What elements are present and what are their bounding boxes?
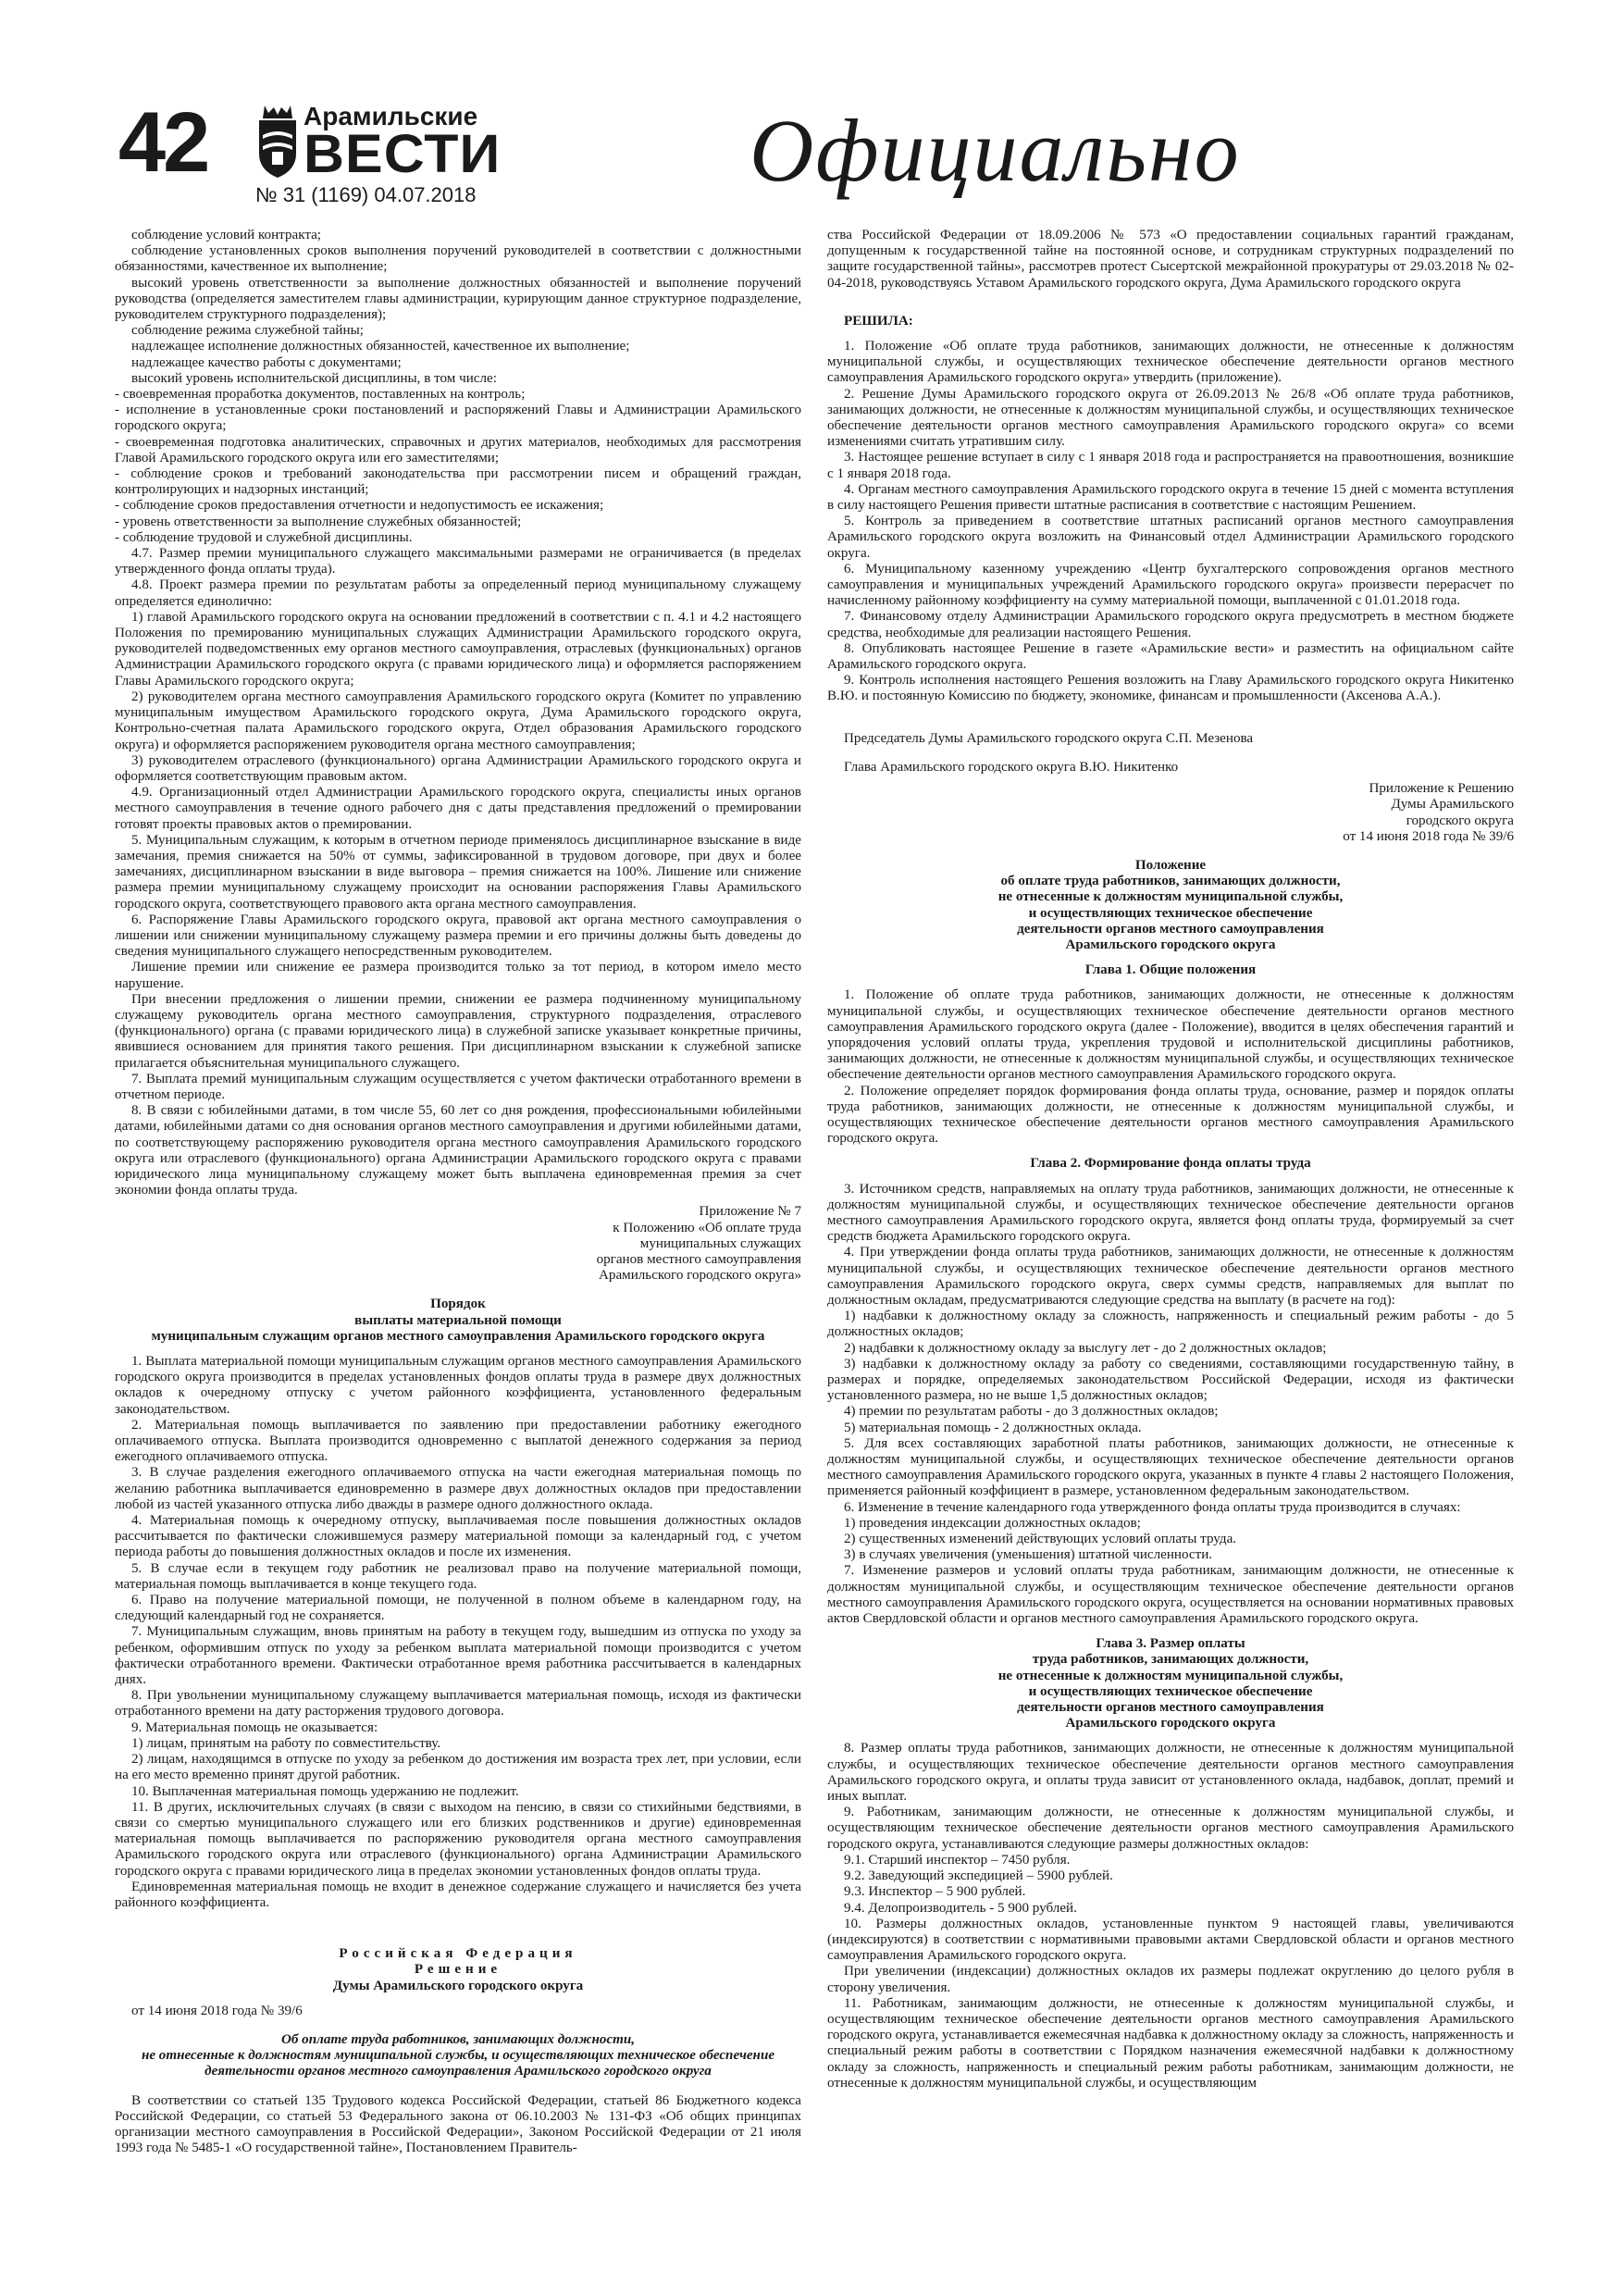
paragraph: 9. Работникам, занимающим должности, не отнесенные к должностям муниципальной службы, и осуществляющим техническое обеспечение деятельности органов местного самоуправления Арамильского городского округа, устанавливаются следующие размеры должностных окладов: xyxy=(827,1805,1514,1852)
paragraph: 1) главой Арамильского городского округа на основании предложений в соответствии с п. 4.1 и 4.2 настоящего Положения по премированию муниципальных служащих Администрации Арамильского городского округа, руководителей подведомственных ему органов местного самоуправления, отраслевых (функциональных) органов Администрации Арамильского городского округа (с правами юридического лица) и оформляется распоряжением Главы Арамильского городского округа; xyxy=(115,609,801,689)
heading-line: Арамильского городского округа xyxy=(1065,937,1276,952)
paragraph: 8. Размер оплаты труда работников, занимающих должности, не отнесенные к должностям муниципальной службы, и осуществляющих техническое обеспечение деятельности органов местного самоуправления Арамильского городского округа, и оплаты труда зависит от установленного оклада, надбавок, доплат, премий и иных выплат. xyxy=(827,1741,1514,1805)
heading-line: Думы Арамильского городского округа xyxy=(332,1978,584,1993)
paragraph: 3) надбавки к должностному окладу за работу со сведениями, составляющими государственную тайну, в размерах и порядке, определяемых законодательством Российской Федерации, исходя из фактически установленного размера, но не выше 1,5 должностных окладов; xyxy=(827,1356,1514,1404)
heading-line: Глава 1. Общие положения xyxy=(1084,962,1257,978)
paragraph: 3) в случаях увеличения (уменьшения) штатной численности. xyxy=(844,1547,1213,1563)
paragraph: 1. Выплата материальной помощи муниципальным служащим органов местного самоуправления Арамильского городского округа производится в пределах установленных фондов оплаты труда в размере двух должностных окладов к очередному отпуску с учетом районного коэффициента, установленного федеральным законодательством. xyxy=(115,1354,801,1417)
paragraph: 4. При утверждении фонда оплаты труда работников, занимающих должности, не отнесенные к должностям муниципальной службы, и осуществляющих техническое обеспечение деятельности органов местного самоуправления Арамильского городского округа, сверх суммы средств, направляемых для выплат по должностным окладам, предусматриваются следующие средства на выплату (в расчете на год): xyxy=(827,1245,1514,1308)
appendix-line: к Положению «Об оплате труда xyxy=(613,1220,801,1235)
paragraph: высокий уровень исполнительской дисциплины, в том числе: xyxy=(131,370,497,386)
paragraph: 2. Положение определяет порядок формирования фонда оплаты труда, основание, размер и порядок оплаты труда работников, занимающих должности, не отнесенные к должностям муниципальной службы, и осуществляющих техническое обеспечение деятельности органов местного самоуправления Арамильского городского округа. xyxy=(827,1083,1514,1147)
paragraph: 1) надбавки к должностному окладу за сложность, напряженность и специальный режим работы - до 5 должностных окладов; xyxy=(827,1309,1514,1340)
paragraph: 11. В других, исключительных случаях (в связи с выходом на пенсию, в связи со стихийными бедствиями, в связи со смертью муниципального служащего или его близких родственников и другие) единовременная материальная помощь выплачивается по распоряжению руководителя органа местного самоуправления Арамильского городского округа или отраслевого (функционального) органа Администрации Арамильского городского округа с правами юридического лица в пределах экономии установленных фондов оплаты труда. xyxy=(115,1799,801,1879)
paragraph: 11. Работникам, занимающим должности, не отнесенные к должностям муниципальной службы, и осуществляющим техническое обеспечение деятельности органов местного самоуправления Арамильского городского округа, устанавливается ежемесячная надбавка к должностному окладу за сложность, напряженность и специальный режим работы в соответствии с Порядком назначения ежемесячной надбавки к должностному окладу за сложность, напряженность и специальный режим работы работникам, занимающим должности, не отнесенные к должностям муниципальной службы, и осуществляющим xyxy=(827,1995,1514,2091)
paragraph: 5. Для всех составляющих заработной платы работников, занимающих должности, не отнесенные к должностям муниципальной службы, и осуществляющих техническое обеспечение деятельности органов местного самоуправления Арамильского городского округа, указанных в пункте 4 главы 2 настоящего Положения, применяется районный коэффициент в размере, установленном федеральным законодательством. xyxy=(827,1435,1514,1499)
heading-line: выплаты материальной помощи xyxy=(354,1312,562,1328)
decision-title xyxy=(115,2032,801,2080)
paragraph: 3. Настоящее решение вступает в силу с 1 января 2018 года и распространяется на правоотношения, возникшие с 1 января 2018 года. xyxy=(827,450,1514,481)
newspaper-logo xyxy=(252,100,502,184)
left-column xyxy=(115,228,801,2156)
regulation-heading xyxy=(827,858,1514,953)
chapter-3-heading xyxy=(827,1636,1514,1731)
heading-line: и осуществляющих техническое обеспечение xyxy=(1028,905,1313,921)
section-title: Официально xyxy=(750,101,1241,200)
paragraph: 4.7. Размер премии муниципального служащего максимальными размерами не ограничивается (в пределах утвержденного фонда оплаты труда). xyxy=(115,546,801,577)
right-column xyxy=(827,228,1514,2091)
paragraph: 9.4. Делопроизводитель - 5 900 рублей. xyxy=(844,1900,1077,1916)
decision-date: от 14 июня 2018 года № 39/6 xyxy=(131,2003,303,2018)
paragraph: 2) надбавки к должностному окладу за выслугу лет - до 2 должностных окладов; xyxy=(844,1340,1327,1356)
paragraph: 4. Материальная помощь к очередному отпуску, выплачиваемая после повышения должностных окладов рассчитывается по фактически сложившемуся размеру материальной помощи за календарный год, с учетом периода работы до повышения должностных окладов и после их изменения. xyxy=(115,1513,801,1560)
page-header xyxy=(0,0,1623,222)
paragraph: надлежащее исполнение должностных обязанностей, качественное их выполнение; xyxy=(131,339,630,354)
paragraph: 3. Источником средств, направляемых на оплату труда работников, занимающих должности, не отнесенные к должностям муниципальной службы, и осуществляющих техническое обеспечение деятельности органов местного самоуправления Арамильского городского округа, является фонд оплаты труда, формируемый за счет средств бюджета Арамильского городского округа. xyxy=(827,1181,1514,1245)
title-line: не отнесенные к должностям муниципальной службы, и осуществляющих техническое обеспечение деятельности органов местного самоуправления Арамильского городского округа xyxy=(141,2048,775,2079)
appendix-line: городского округа xyxy=(1406,813,1514,828)
paragraph: 1) лицам, принятым на работу по совместительству. xyxy=(131,1735,441,1751)
heading-line: деятельности органов местного самоуправления xyxy=(1017,921,1324,937)
appendix-line: Думы Арамильского xyxy=(1391,797,1514,813)
heading-line: не отнесенные к должностям муниципальной службы, xyxy=(997,1668,1344,1683)
paragraph: 7. Выплата премий муниципальным служащим осуществляется с учетом фактически отработанного времени в отчетном периоде. xyxy=(115,1071,801,1102)
paragraph: 8. При увольнении муниципальному служащему выплачивается материальная помощь, исходя из фактически отработанного времени на дату расторжения трудового договора. xyxy=(115,1688,801,1719)
decision-heading xyxy=(115,1946,801,1994)
paragraph: соблюдение установленных сроков выполнения поручений руководителей в соответствии с должностными обязанностями, качественное их выполнение; xyxy=(115,243,801,275)
paragraph: 2) лицам, находящимся в отпуске по уходу за ребенком до достижения им возраста трех лет, при условии, если на его место временно принят другой работник. xyxy=(115,1752,801,1783)
paragraph: 8. Опубликовать настоящее Решение в газете «Арамильские вести» и разместить на официальном сайте Арамильского городского округа. xyxy=(827,640,1514,673)
appendix-line: от 14 июня 2018 года № 39/6 xyxy=(1343,828,1514,844)
paragraph: 6. Распоряжение Главы Арамильского городского округа, правовой акт органа местного самоуправления о лишении или снижении муниципальному служащему размера премии и его причины должны быть доведены до сведения муниципального служащего непосредственным руководителем. xyxy=(115,912,801,960)
appendix-line: муниципальных служащих xyxy=(639,1235,801,1251)
brand-top: Арамильские xyxy=(304,102,478,130)
heading-line: муниципальным служащим органов местного самоуправления Арамильского городского округа xyxy=(151,1328,765,1344)
paragraph: 2. Решение Думы Арамильского городского округа от 26.09.2013 № 26/8 «Об оплате труда работников, занимающих должности, не отнесенные к должностям муниципальной службы, и осуществляющих техническое обеспечение деятельности органов местного самоуправления Арамильского городского округа» со всеми изменениями считать утратившим силу. xyxy=(827,386,1514,450)
paragraph: 6. Право на получение материальной помощи, не полученной в полном объеме в календарном году, на следующий календарный год не сохраняется. xyxy=(115,1593,801,1624)
paragraph: - уровень ответственности за выполнение служебных обязанностей; xyxy=(115,514,522,529)
appendix-line: Приложение № 7 xyxy=(699,1204,801,1220)
paragraph: - исполнение в установленные сроки постановлений и распоряжений Главы и Администрации Арамильского городского округа; xyxy=(115,403,801,434)
paragraph: - соблюдение сроков предоставления отчетности и недопустимость ее искажения; xyxy=(115,498,604,514)
heading-line: Порядок xyxy=(430,1297,486,1312)
paragraph: 4.8. Проект размера премии по результатам работы за определенный период муниципальному служащему определяется единолично: xyxy=(115,577,801,609)
issue-number: № 31 (1169) 04.07.2018 xyxy=(255,183,477,206)
paragraph: 3) руководителем отраслевого (функционального) органа Администрации Арамильского городского округа и оформляется соответствующим правовым актом. xyxy=(115,752,801,784)
paragraph: 9.3. Инспектор – 5 900 рублей. xyxy=(844,1884,1026,1900)
heading-line: и осуществляющих техническое обеспечение xyxy=(1028,1683,1313,1699)
heading-line: Арамильского городского округа xyxy=(1065,1716,1276,1731)
paragraph: 2. Материальная помощь выплачивается по заявлению при предоставлении работнику ежегодного оплачиваемого отпуска. Выплата производится одновременно с выплатой денежного содержания за период ежегодного оплачиваемого отпуска. xyxy=(115,1417,801,1465)
paragraph: - соблюдение трудовой и служебной дисциплины. xyxy=(115,529,413,545)
paragraph: 1. Положение «Об оплате труда работников, занимающих должности, не отнесенные к должностям муниципальной службы, и осуществляющих техническое обеспечение деятельности органов местного самоуправления Арамильского городского округа» утвердить (приложение). xyxy=(827,339,1514,386)
paragraph: 7. Изменение размеров и условий оплаты труда работникам, занимающим должности, не отнесенные к должностям муниципальной службы, и осуществляющим техническое обеспечение деятельности органов местного самоуправления Арамильского городского округа, осуществляется на основании нормативных правовых актов Свердловской области и органов местного самоуправления Арамильского городского округа. xyxy=(827,1563,1514,1627)
heading-line: не отнесенные к должностям муниципальной службы, xyxy=(997,889,1344,905)
paragraph: - соблюдение сроков и требований законодательства при рассмотрении писем и обращений граждан, контролирующих и надзорных инстанций; xyxy=(115,466,801,498)
heading-line: Российская Федерация xyxy=(339,1946,577,1962)
paragraph: В соответствии со статьей 135 Трудового кодекса Российской Федерации, статьей 86 Бюджетного кодекса Российской Федерации, со статьей 53 Федерального закона от 06.10.2003 № 131-ФЗ «Об общих принципах организации местного самоуправления в Российской Федерации», Законом Российской Федерации от 21 июля 1993 года № 5485-1 «О государственной тайне», Постановлением Правитель- xyxy=(115,2092,801,2156)
paragraph: 5) материальная помощь - 2 должностных оклада. xyxy=(844,1420,1142,1435)
paragraph: 9. Материальная помощь не оказывается: xyxy=(131,1719,378,1735)
resolved-label: РЕШИЛА: xyxy=(844,313,913,329)
paragraph: 4) премии по результатам работы - до 3 должностных окладов; xyxy=(844,1404,1219,1420)
paragraph: 8. В связи с юбилейными датами, в том числе 55, 60 лет со дня рождения, профессиональными юбилейными датами, юбилейными датами со дня основания органов местного самоуправления и другими юбилейными датами, по соответствующему распоряжению руководителя органа местного самоуправления Арамильского городского округа или отраслевого (функционального) органа Администрации Арамильского городского округа с правами юридического лица муниципальному служащему может быть выплачена единовременная премия за счет экономии фонда оплаты труда. xyxy=(115,1103,801,1198)
paragraph: высокий уровень ответственности за выполнение должностных обязанностей и выполнение поручений руководства (определяется заместителем главы администрации, курирующим данное структурное подразделение, руководителем структурного подразделения); xyxy=(115,275,801,323)
paragraph: 9. Контроль исполнения настоящего Решения возложить на Главу Арамильского городского округа Никитенко В.Ю. и постоянную Комиссию по бюджету, экономике, финансам и промышленности (Аксенова А.А.). xyxy=(827,673,1514,704)
appendix-note xyxy=(827,781,1514,845)
appendix-line: Приложение к Решению xyxy=(1369,781,1514,797)
paragraph: 10. Размеры должностных окладов, установленные пунктом 9 настоящей главы, увеличиваются (индексируются) в соответствии с нормативными правовыми актами Свердловской области и органов местного самоуправления Арамильского городского округа. xyxy=(827,1916,1514,1964)
heading-line: об оплате труда работников, занимающих должности, xyxy=(1000,874,1341,889)
paragraph: При внесении предложения о лишении премии, снижении ее размера подчиненному муниципальному служащему руководитель органа местного самоуправления, структурного подразделения, отраслевого (функционального) органа (с правами юридического лица) в служебной записке указывает конкретные причины, явившиеся основанием для принятия такого решения. При дисциплинарном взыскании к служебной записке прилагается объяснительная муниципального служащего. xyxy=(115,991,801,1071)
paragraph: надлежащее качество работы с документами; xyxy=(131,354,402,370)
paragraph: 4.9. Организационный отдел Администрации Арамильского городского округа, специалисты иных органов местного самоуправления в течение одного рабочего дня с даты представления предложений о премировании готовят проекты правовых актов о премировании. xyxy=(115,785,801,832)
paragraph: 6. Изменение в течение календарного года утвержденного фонда оплаты труда производится в случаях: xyxy=(844,1499,1461,1515)
page-number: 42 xyxy=(118,95,208,190)
paragraph: Единовременная материальная помощь не входит в денежное содержание служащего и начисляется без учета районного коэффициента. xyxy=(115,1879,801,1910)
paragraph: 1. Положение об оплате труда работников, занимающих должности, не отнесенные к должностям муниципальной службы, и осуществляющих техническое обеспечение деятельности органов местного самоуправления Арамильского городского округа (далее - Положение), вводится в целях обеспечения гарантий и упорядочения условий оплаты труда, укрепления трудовой и исполнительской дисциплины работников, занимающих должности, не отнесенные к должностям муниципальной службы, и осуществляющих техническое обеспечение деятельности органов местного самоуправления Арамильского городского округа. xyxy=(827,987,1514,1083)
heading-line: Глава 2. Формирование фонда оплаты труда xyxy=(1030,1156,1311,1172)
paragraph: 5. Муниципальным служащим, к которым в отчетном периоде применялось дисциплинарное взыскание в виде замечания, премия снижается на 50% от суммы, зафиксированной в трудовом договоре, при двух и более замечаниях, дисциплинарном взыскании в виде выговора – премия снижается на 100%. Лишение или снижение размера премии муниципальному служащему происходит на основании распоряжения Главы Арамильского городского округа, соответствующего правового акта органа местного самоуправления. xyxy=(115,832,801,912)
paragraph: 9.1. Старший инспектор – 7450 рубля. xyxy=(844,1852,1071,1868)
signature-head: Глава Арамильского городского округа В.Ю. Никитенко xyxy=(844,759,1179,775)
paragraph: 10. Выплаченная материальная помощь удержанию не подлежит. xyxy=(131,1783,519,1799)
paragraph: 4. Органам местного самоуправления Арамильского городского округа в течение 15 дней с момента вступления в силу настоящего Решения привести штатные расписания в соответствие с настоящим Решением. xyxy=(827,481,1514,514)
paragraph: - своевременная проработка документов, поставленных на контроль; xyxy=(115,387,526,403)
paragraph: 6. Муниципальному казенному учреждению «Центр бухгалтерского сопровождения органов местного самоуправления и муниципальных учреждений Арамильского городского округа» произвести перерасчет по начисленному районному коэффициенту на сумму материальной помощи, выплаченной с 01.01.2018 года. xyxy=(827,561,1514,609)
paragraph: Лишение премии или снижение ее размера производится только за тот период, в котором имело место нарушение. xyxy=(115,960,801,991)
title-line: Об оплате труда работников, занимающих должности, xyxy=(280,2031,636,2047)
paragraph: 3. В случае разделения ежегодного оплачиваемого отпуска на части ежегодная материальная помощь по желанию работника выплачивается единовременно в размере двух должностных окладов при предоставлении любой из частей указанного отпуска либо дважды в размере одного должностного оклада. xyxy=(115,1465,801,1512)
paragraph: 1) проведения индексации должностных окладов; xyxy=(844,1515,1141,1531)
order-heading xyxy=(115,1297,801,1345)
paragraph: ства Российской Федерации от 18.09.2006 № 573 «О предоставлении социальных гарантий гражданам, допущенным к государственной тайне на постоянной основе, и сотрудникам структурных подразделений по защите государственной тайны», рассмотрев протест Сысертской межрайонной прокуратуры от 29.03.2018 № 02-04-2018, руководствуясь Уставом Арамильского городского округа, Дума Арамильского городского округа xyxy=(827,228,1514,291)
paragraph: 9.2. Заведующий экспедицией – 5900 рублей. xyxy=(844,1868,1113,1884)
appendix-line: Арамильского городского округа» xyxy=(599,1268,801,1284)
heading-line: Положение xyxy=(1134,857,1207,873)
chapter-2-heading xyxy=(827,1156,1514,1172)
heading-line: деятельности органов местного самоуправления xyxy=(1017,1700,1324,1716)
paragraph: 5. Контроль за приведением в соответствие штатных расписаний органов местного самоуправления Арамильского городского округа возложить на Финансовый отдел Администрации Арамильского городского округа. xyxy=(827,514,1514,561)
chapter-1-heading xyxy=(827,962,1514,978)
paragraph: 2) существенных изменений действующих условий оплаты труда. xyxy=(844,1532,1237,1547)
paragraph: - своевременная подготовка аналитических, справочных и других материалов, необходимых для рассмотрения Главой Арамильского городского округа или его заместителями; xyxy=(115,434,801,465)
coat-of-arms-icon xyxy=(255,104,300,180)
appendix-7-note xyxy=(115,1204,801,1284)
heading-line: Глава 3. Размер оплаты xyxy=(1096,1636,1245,1652)
paragraph: 5. В случае если в текущем году работник не реализовал право на получение материальной помощи, материальная помощь выплачивается в конце текущего года. xyxy=(115,1560,801,1592)
heading-line: труда работников, занимающих должности, xyxy=(1032,1652,1309,1668)
heading-line: Решение xyxy=(414,1962,502,1978)
signature-chair: Председатель Думы Арамильского городского округа С.П. Мезенова xyxy=(844,730,1254,746)
paragraph: соблюдение условий контракта; xyxy=(131,228,322,242)
paragraph: 7. Финансовому отделу Администрации Арамильского городского округа предусмотреть в местном бюджете средства, необходимые для реализации настоящего Решения. xyxy=(827,609,1514,640)
appendix-line: органов местного самоуправления xyxy=(596,1252,801,1267)
paragraph: соблюдение режима служебной тайны; xyxy=(131,323,364,339)
paragraph: 7. Муниципальным служащим, вновь принятым на работу в текущем году, вышедшим из отпуска по уходу за ребенком, оформившим отпуск по уходу за ребенком выплата материальной помощи производится с учетом фактически отработанного времени. Фактически отработанное время работника рассчитывается в календарных днях. xyxy=(115,1624,801,1688)
paragraph: 2) руководителем органа местного самоуправления Арамильского городского округа (Комитет по управлению муниципальным имуществом Арамильского городского округа, Дума Арамильского городского округа, Контрольно-счетная палата Арамильского городского округа, Отдел образования Арамильского городского округа) и оформляется распоряжением руководителя органа местного самоуправления; xyxy=(115,689,801,752)
paragraph: При увеличении (индексации) должностных окладов их размеры подлежат округлению до целого рубля в сторону увеличения. xyxy=(827,1964,1514,1995)
brand-main: ВЕСТИ xyxy=(304,124,502,184)
